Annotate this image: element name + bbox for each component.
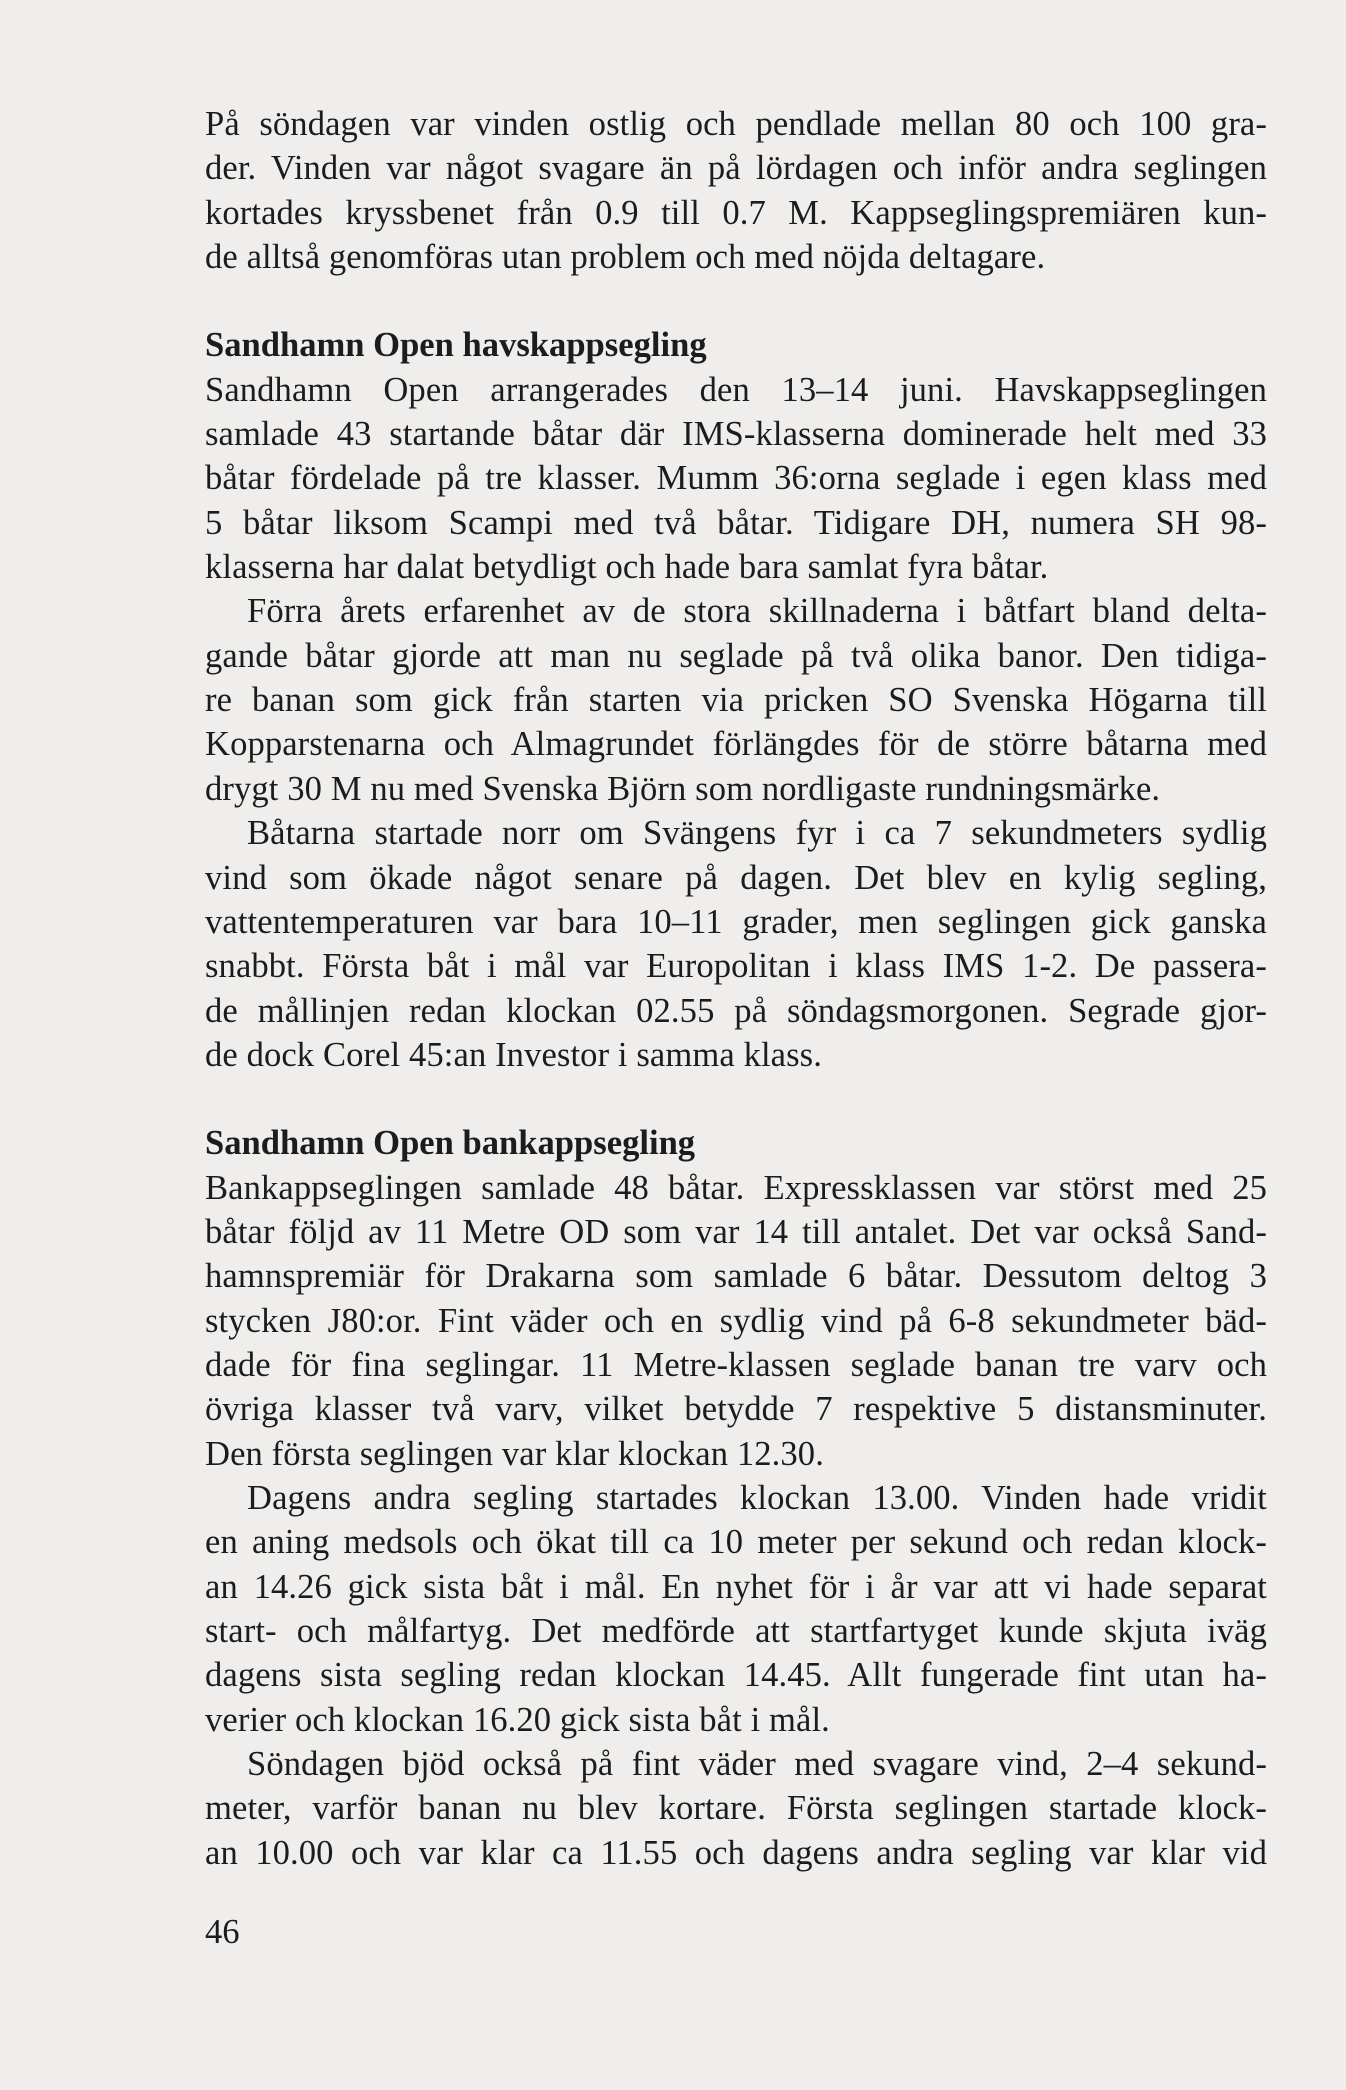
text-line: an 14.26 gick sista båt i mål. En nyhet för i år var att vi hade separat	[205, 1567, 1267, 1606]
inshore-paragraph-3	[205, 1742, 1267, 1875]
text-line: På söndagen var vinden ostlig och pendlade mellan 80 och 100 gra-	[205, 105, 1267, 143]
text-line: de mållinjen redan klockan 02.55 på söndagsmorgonen. Segrade gjor-	[205, 991, 1267, 1030]
text-line: snabbt. Första båt i mål var Europolitan i klass IMS 1-2. De passera-	[205, 947, 1267, 986]
section-heading-offshore: Sandhamn Open havskappsegling	[205, 326, 707, 365]
text-line: Kopparstenarna och Almagrundet förlängdes för de större båtarna med	[205, 725, 1267, 764]
text-line: Sandhamn Open arrangerades den 13–14 juni. Havskappseglingen	[205, 370, 1267, 409]
text-line: de alltså genomföras utan problem och med nöjda deltagare.	[205, 238, 1046, 277]
text-line: klasserna har dalat betydligt och hade bara samlat fyra båtar.	[205, 548, 1049, 587]
text-line: Söndagen bjöd också på fint väder med svagare vind, 2–4 sekund-	[247, 1745, 1267, 1784]
text-line: kortades kryssbenet från 0.9 till 0.7 M. Kappseglingspremiären kun-	[205, 193, 1267, 232]
text-line: de dock Corel 45:an Investor i samma klass.	[205, 1035, 822, 1074]
text-line: samlade 43 startande båtar där IMS-klasserna dominerade helt med 33	[205, 415, 1267, 454]
text-line: dade för fina seglingar. 11 Metre-klassen seglade banan tre varv och	[205, 1345, 1267, 1384]
text-line: der. Vinden var något svagare än på lördagen och inför andra seglingen	[205, 149, 1267, 188]
text-line: an 10.00 och var klar ca 11.55 och dagens andra segling var klar vid	[205, 1833, 1267, 1872]
text-line: Dagens andra segling startades klockan 13.00. Vinden hade vridit	[247, 1478, 1267, 1517]
page-text	[205, 102, 1267, 1875]
intro-paragraph	[205, 102, 1267, 279]
text-line: 5 båtar liksom Scampi med två båtar. Tidigare DH, numera SH 98-	[205, 503, 1267, 542]
text-line: båtar följd av 11 Metre OD som var 14 till antalet. Det var också Sand-	[205, 1212, 1267, 1251]
section-spacer	[205, 1077, 1267, 1121]
text-line: start- och målfartyg. Det medförde att startfartyget kunde skjuta iväg	[205, 1612, 1267, 1650]
text-line: en aning medsols och ökat till ca 10 meter per sekund och redan klock-	[205, 1523, 1267, 1562]
text-line: övriga klasser två varv, vilket betydde 7 respektive 5 distansminuter.	[205, 1390, 1267, 1429]
inshore-paragraph-2	[205, 1476, 1267, 1742]
offshore-paragraph-2	[205, 589, 1267, 811]
text-line: båtar fördelade på tre klasser. Mumm 36:orna seglade i egen klass med	[205, 459, 1267, 498]
section-heading-inshore: Sandhamn Open bankappsegling	[205, 1124, 696, 1163]
text-line: drygt 30 M nu med Svenska Björn som nordligaste rundningsmärke.	[205, 769, 1161, 808]
text-line: Förra årets erfarenhet av de stora skillnaderna i båtfart bland delta-	[247, 592, 1267, 631]
text-line: hamnspremiär för Drakarna som samlade 6 båtar. Dessutom deltog 3	[205, 1257, 1267, 1296]
text-line: dagens sista segling redan klockan 14.45. Allt fungerade fint utan ha-	[205, 1656, 1267, 1695]
offshore-paragraph-3	[205, 811, 1267, 1077]
text-line: stycken J80:or. Fint väder och en sydlig vind på 6-8 sekundmeter bäd-	[205, 1301, 1267, 1340]
offshore-paragraph-1	[205, 368, 1267, 590]
text-line: gande båtar gjorde att man nu seglade på två olika banor. Den tidiga-	[205, 636, 1267, 675]
text-line: verier och klockan 16.20 gick sista båt i mål.	[205, 1700, 830, 1739]
inshore-paragraph-1	[205, 1166, 1267, 1476]
text-line: Den första seglingen var klar klockan 12.30.	[205, 1434, 824, 1473]
page-number: 46	[205, 1913, 240, 1951]
text-line: re banan som gick från starten via pricken SO Svenska Högarna till	[205, 681, 1267, 720]
text-line: vattentemperaturen var bara 10–11 grader, men seglingen gick ganska	[205, 902, 1267, 941]
text-line: Båtarna startade norr om Svängens fyr i ca 7 sekundmeters sydlig	[247, 814, 1267, 853]
section-spacer	[205, 279, 1267, 323]
text-line: vind som ökade något senare på dagen. Det blev en kylig segling,	[205, 858, 1267, 897]
text-line: Bankappseglingen samlade 48 båtar. Expressklassen var störst med 25	[205, 1168, 1267, 1207]
text-line: meter, varför banan nu blev kortare. Första seglingen startade klock-	[205, 1789, 1267, 1828]
